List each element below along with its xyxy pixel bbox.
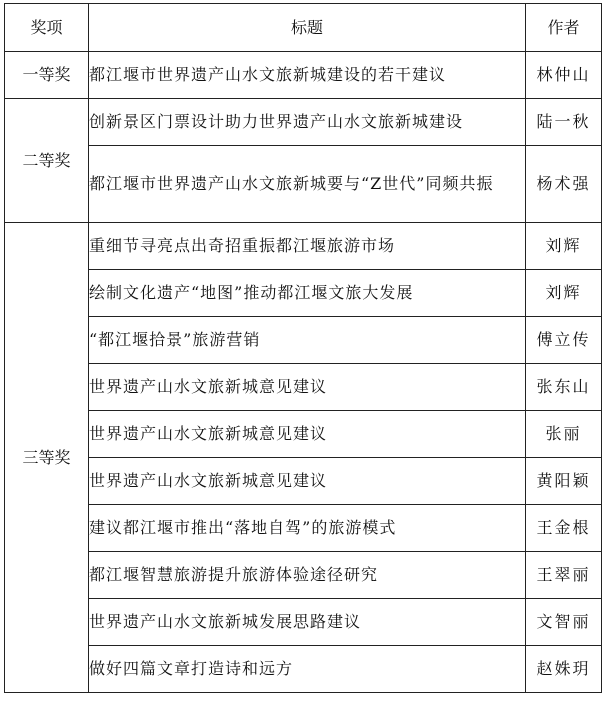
entry-title: 世界遗产山水文旅新城意见建议 xyxy=(89,364,526,411)
table-row xyxy=(5,364,602,411)
table-row xyxy=(5,599,602,646)
table-header xyxy=(5,4,602,52)
entry-author: 文智丽 xyxy=(526,599,602,646)
header-title: 标题 xyxy=(89,4,526,52)
entry-author: 黄阳颖 xyxy=(526,458,602,505)
table-row xyxy=(5,505,602,552)
entry-title: 创新景区门票设计助力世界遗产山水文旅新城建设 xyxy=(89,99,526,146)
entry-author: 张东山 xyxy=(526,364,602,411)
prize-first: 一等奖 xyxy=(5,52,89,99)
entry-title: 重细节寻亮点出奇招重振都江堰旅游市场 xyxy=(89,223,526,270)
prize-third: 三等奖 xyxy=(5,223,89,693)
table-row xyxy=(5,646,602,693)
entry-author: 王翠丽 xyxy=(526,552,602,599)
entry-title: “都江堰拾景”旅游营销 xyxy=(89,317,526,364)
entry-author: 林仲山 xyxy=(526,52,602,99)
entry-author: 陆一秋 xyxy=(526,99,602,146)
entry-author: 张丽 xyxy=(526,411,602,458)
table-row xyxy=(5,552,602,599)
prize-second: 二等奖 xyxy=(5,99,89,223)
entry-title: 世界遗产山水文旅新城意见建议 xyxy=(89,411,526,458)
header-prize: 奖项 xyxy=(5,4,89,52)
table-row xyxy=(5,146,602,223)
table-row xyxy=(5,411,602,458)
awards-table xyxy=(4,3,602,693)
entry-author: 杨术强 xyxy=(526,146,602,223)
header-row xyxy=(5,4,602,52)
entry-title: 做好四篇文章打造诗和远方 xyxy=(89,646,526,693)
entry-title: 都江堰智慧旅游提升旅游体验途径研究 xyxy=(89,552,526,599)
entry-title: 世界遗产山水文旅新城意见建议 xyxy=(89,458,526,505)
entry-author: 刘辉 xyxy=(526,270,602,317)
entry-title: 建议都江堰市推出“落地自驾”的旅游模式 xyxy=(89,505,526,552)
table-row xyxy=(5,99,602,146)
table-row xyxy=(5,52,602,99)
table-row xyxy=(5,317,602,364)
entry-title: 世界遗产山水文旅新城发展思路建议 xyxy=(89,599,526,646)
entry-title: 都江堰市世界遗产山水文旅新城建设的若干建议 xyxy=(89,52,526,99)
entry-title: 都江堰市世界遗产山水文旅新城要与“Z世代”同频共振 xyxy=(89,146,526,223)
table-row xyxy=(5,270,602,317)
entry-author: 傅立传 xyxy=(526,317,602,364)
entry-title: 绘制文化遗产“地图”推动都江堰文旅大发展 xyxy=(89,270,526,317)
table-body xyxy=(5,52,602,693)
table-row xyxy=(5,223,602,270)
entry-author: 王金根 xyxy=(526,505,602,552)
header-author: 作者 xyxy=(526,4,602,52)
table-row xyxy=(5,458,602,505)
entry-author: 赵姝玥 xyxy=(526,646,602,693)
entry-author: 刘辉 xyxy=(526,223,602,270)
